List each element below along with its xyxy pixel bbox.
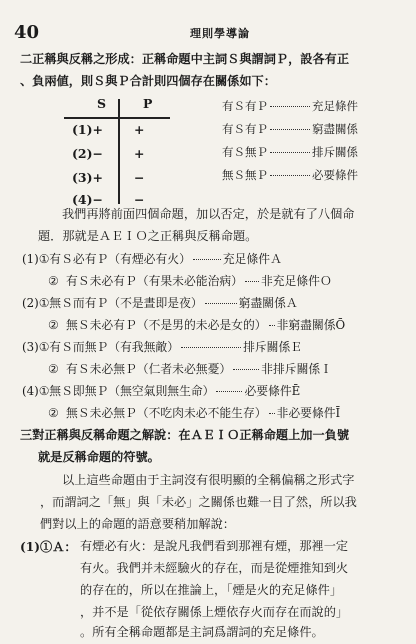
proposition-row: ② 有Ｓ未必無Ｐ（仁者未必無憂） 非排斥關係Ｉ [48,362,332,376]
section3-line2: 就是反稱命題的符號。 [38,450,160,464]
proposition-row: ② 有Ｓ未必有Ｐ（有果未必能治病） 非充足條件Ｏ [48,274,332,288]
para2-line2: ，而謂詞之「無」與「未必」之關係也難一目了然，所以我 [40,495,357,509]
table-proposition: 無Ｓ無Ｐ 必要條件 [222,168,358,182]
para1-line1: 我們再將前面四個命題，加以否定，於是就有了八個命 [62,207,355,221]
table-row-label: (3)+ [72,170,103,185]
table-rule [64,117,170,119]
explanation-line3: 的存在的，所以在推論上，「煙是火的充足條件」 [80,583,343,597]
proposition-row: (4)①無Ｓ即無Ｐ（無空氣則無生命） 必要條件Ē [22,384,301,398]
proposition-row: (3)①有Ｓ而無Ｐ（有我無敵） 排斥關係Ｅ [22,340,303,354]
table-row-label: (1)+ [72,122,103,137]
para2-line1: 以上這些命題由于主詞沒有很明顯的全稱偏稱之形式字 [62,473,355,487]
table-col-s: S [97,96,107,111]
running-header: 理則學導論 [190,27,250,40]
proposition-row: ② 無Ｓ未必有Ｐ（不是男的未必是女的） 非窮盡關係Ō [48,318,346,332]
table-proposition: 有Ｓ有Ｐ 充足條件 [222,99,358,113]
explanation-line4: ，并不是「從依存關係上煙依存火而存在而說的」 [80,605,349,619]
table-row-p-sign: + [134,146,145,161]
table-row-p-sign: − [134,170,145,185]
section2-line1: 二正稱與反稱之形成：正稱命題中主詞Ｓ與謂詞Ｐ，設各有正 [20,52,350,66]
section3-line1: 三對正稱與反稱命題之解說：在ＡＥＩＯ正稱命題上加一負號 [20,428,350,442]
explanation-line5: 。所有全稱命題都是主詞爲謂詞的充足條件。 [80,625,324,639]
page-number: 40 [14,22,40,43]
proposition-row: (2)①無Ｓ而有Ｐ（不是晝即是夜） 窮盡關係Ａ [22,296,298,310]
table-row-label: (2)− [72,146,103,161]
table-row-label: (4)− [72,192,103,207]
explanation-line1: 有煙必有火：是說凡我們看到那裡有煙，那裡一定 [80,539,349,553]
explanation-label: (1)①Ａ： [20,540,77,554]
table-proposition: 有Ｓ無Ｐ 排斥關係 [222,145,358,159]
para2-line3: 們對以上的命題的語意要稍加解說： [40,517,235,531]
table-proposition: 有Ｓ有Ｐ 窮盡關係 [222,122,358,136]
explanation-line2: 有火。我們并未經驗火的存在，而是從煙推知到火 [80,561,349,575]
proposition-row: (1)①有Ｓ必有Ｐ（有煙必有火） 充足條件Ａ [22,252,282,266]
section2-line2: 、負兩値，則Ｓ與Ｐ合計則四個存在關係如下： [20,74,276,88]
table-row-p-sign: − [134,192,145,207]
para1-line2: 題．那就是ＡＥＩＯ之正稱與反稱命題。 [38,229,258,243]
table-col-p: P [143,96,153,111]
proposition-row: ② 無Ｓ未必無Ｐ（不吃肉未必不能生存） 非必要條件Ī [48,406,341,420]
table-row-p-sign: + [134,122,145,137]
table-divider [118,99,120,204]
